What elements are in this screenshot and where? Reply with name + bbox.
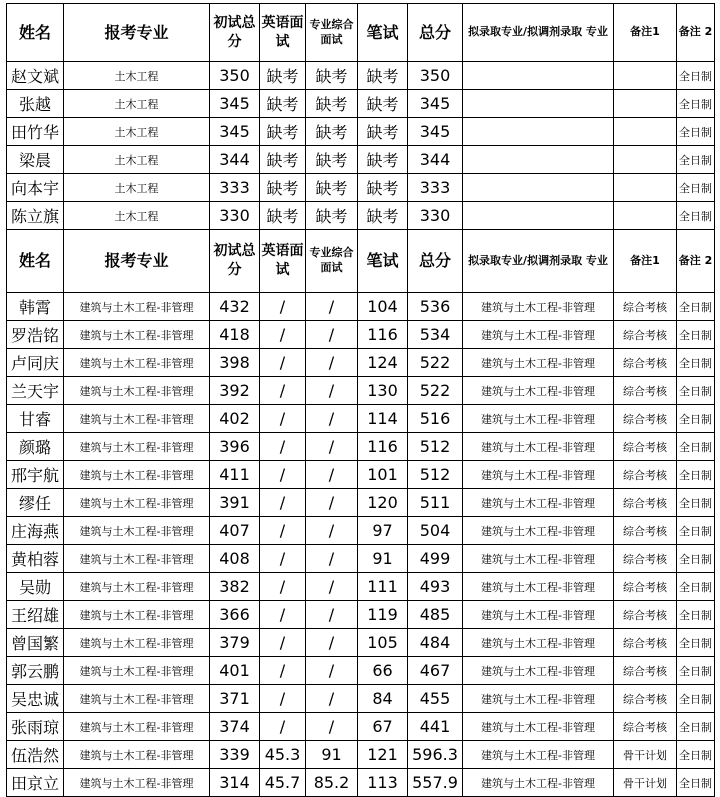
table-row [7, 573, 715, 601]
table-row [7, 90, 715, 118]
table-row [7, 461, 715, 489]
cell-english: 45.3 [260, 741, 306, 769]
cell-english: / [260, 433, 306, 461]
cell-admit [463, 118, 614, 146]
cell-interview: / [306, 545, 358, 573]
cell-interview: 缺考 [306, 90, 358, 118]
cell-note1: 综合考核 [614, 293, 677, 321]
table-row [7, 489, 715, 517]
cell-note2: 全日制 [677, 349, 715, 377]
cell-note1: 综合考核 [614, 489, 677, 517]
cell-prelim: 432 [210, 293, 260, 321]
cell-note1: 综合考核 [614, 349, 677, 377]
cell-written: 缺考 [358, 118, 408, 146]
cell-note2: 全日制 [677, 741, 715, 769]
cell-note1: 骨干计划 [614, 769, 677, 797]
cell-interview: / [306, 573, 358, 601]
cell-total: 522 [408, 349, 463, 377]
cell-prelim: 382 [210, 573, 260, 601]
cell-note1: 综合考核 [614, 657, 677, 685]
cell-note2: 全日制 [677, 62, 715, 90]
cell-interview: 缺考 [306, 202, 358, 230]
cell-admit: 建筑与土木工程-非管理 [463, 433, 614, 461]
header-note2: 备注 2 [677, 230, 715, 293]
cell-total: 504 [408, 517, 463, 545]
cell-english: / [260, 657, 306, 685]
cell-interview: 85.2 [306, 769, 358, 797]
cell-english: / [260, 629, 306, 657]
cell-name: 梁晨 [7, 146, 64, 174]
cell-name: 甘睿 [7, 405, 64, 433]
header-name: 姓名 [7, 230, 64, 293]
header-note1: 备注1 [614, 4, 677, 62]
cell-admit: 建筑与土木工程-非管理 [463, 349, 614, 377]
cell-major: 建筑与土木工程-非管理 [64, 601, 210, 629]
cell-prelim: 345 [210, 90, 260, 118]
cell-note2: 全日制 [677, 321, 715, 349]
cell-prelim: 366 [210, 601, 260, 629]
cell-written: 84 [358, 685, 408, 713]
cell-name: 韩霄 [7, 293, 64, 321]
cell-interview: 缺考 [306, 118, 358, 146]
cell-name: 张越 [7, 90, 64, 118]
cell-written: 67 [358, 713, 408, 741]
cell-note2: 全日制 [677, 629, 715, 657]
header-note1: 备注1 [614, 230, 677, 293]
cell-note1: 综合考核 [614, 433, 677, 461]
cell-admit: 建筑与土木工程-非管理 [463, 741, 614, 769]
table-body [7, 4, 715, 797]
cell-note2: 全日制 [677, 174, 715, 202]
cell-admit: 建筑与土木工程-非管理 [463, 405, 614, 433]
cell-note2: 全日制 [677, 118, 715, 146]
cell-written: 124 [358, 349, 408, 377]
cell-interview: / [306, 601, 358, 629]
cell-prelim: 330 [210, 202, 260, 230]
cell-english: / [260, 405, 306, 433]
header-written: 笔试 [358, 230, 408, 293]
cell-prelim: 408 [210, 545, 260, 573]
header-row [7, 4, 715, 62]
header-total: 总分 [408, 230, 463, 293]
cell-prelim: 391 [210, 489, 260, 517]
cell-major: 建筑与土木工程-非管理 [64, 545, 210, 573]
cell-admit: 建筑与土木工程-非管理 [463, 573, 614, 601]
cell-note2: 全日制 [677, 146, 715, 174]
header-note2: 备注 2 [677, 4, 715, 62]
cell-total: 344 [408, 146, 463, 174]
cell-prelim: 401 [210, 657, 260, 685]
cell-english: / [260, 321, 306, 349]
cell-admit: 建筑与土木工程-非管理 [463, 601, 614, 629]
cell-note2: 全日制 [677, 293, 715, 321]
cell-note1: 综合考核 [614, 377, 677, 405]
table-row [7, 517, 715, 545]
table-row [7, 629, 715, 657]
table-row [7, 293, 715, 321]
cell-note1: 综合考核 [614, 713, 677, 741]
cell-note1 [614, 62, 677, 90]
cell-note2: 全日制 [677, 202, 715, 230]
cell-interview: / [306, 489, 358, 517]
table-row [7, 741, 715, 769]
cell-english: / [260, 517, 306, 545]
cell-admit: 建筑与土木工程-非管理 [463, 657, 614, 685]
cell-written: 104 [358, 293, 408, 321]
cell-major: 土木工程 [64, 90, 210, 118]
cell-admit: 建筑与土木工程-非管理 [463, 377, 614, 405]
cell-written: 缺考 [358, 174, 408, 202]
cell-name: 向本宇 [7, 174, 64, 202]
cell-major: 建筑与土木工程-非管理 [64, 349, 210, 377]
cell-note2: 全日制 [677, 377, 715, 405]
cell-total: 485 [408, 601, 463, 629]
cell-interview: 缺考 [306, 62, 358, 90]
cell-written: 105 [358, 629, 408, 657]
cell-name: 吴勋 [7, 573, 64, 601]
admission-results-table [6, 3, 715, 797]
cell-written: 111 [358, 573, 408, 601]
cell-admit: 建筑与土木工程-非管理 [463, 713, 614, 741]
cell-admit: 建筑与土木工程-非管理 [463, 293, 614, 321]
cell-note2: 全日制 [677, 90, 715, 118]
cell-major: 建筑与土木工程-非管理 [64, 741, 210, 769]
table-row [7, 62, 715, 90]
cell-interview: / [306, 713, 358, 741]
cell-total: 345 [408, 90, 463, 118]
cell-total: 512 [408, 433, 463, 461]
cell-admit [463, 90, 614, 118]
cell-total: 484 [408, 629, 463, 657]
cell-prelim: 392 [210, 377, 260, 405]
cell-prelim: 379 [210, 629, 260, 657]
header-admit-major: 拟录取专业/拟调剂录取 专业 [463, 230, 614, 293]
header-total: 总分 [408, 4, 463, 62]
table-row [7, 118, 715, 146]
cell-note1 [614, 146, 677, 174]
cell-admit [463, 62, 614, 90]
cell-written: 91 [358, 545, 408, 573]
cell-written: 97 [358, 517, 408, 545]
cell-note1: 综合考核 [614, 321, 677, 349]
cell-note1: 综合考核 [614, 573, 677, 601]
cell-prelim: 418 [210, 321, 260, 349]
cell-note1 [614, 174, 677, 202]
cell-interview: / [306, 377, 358, 405]
cell-name: 郭云鹏 [7, 657, 64, 685]
cell-written: 缺考 [358, 146, 408, 174]
cell-note1: 综合考核 [614, 601, 677, 629]
cell-prelim: 344 [210, 146, 260, 174]
cell-major: 建筑与土木工程-非管理 [64, 461, 210, 489]
cell-interview: 91 [306, 741, 358, 769]
cell-note1: 综合考核 [614, 461, 677, 489]
cell-name: 黄柏蓉 [7, 545, 64, 573]
cell-total: 345 [408, 118, 463, 146]
header-major: 报考专业 [64, 230, 210, 293]
cell-english: / [260, 685, 306, 713]
cell-total: 596.3 [408, 741, 463, 769]
header-written: 笔试 [358, 4, 408, 62]
cell-prelim: 398 [210, 349, 260, 377]
cell-major: 土木工程 [64, 202, 210, 230]
cell-prelim: 407 [210, 517, 260, 545]
cell-english: / [260, 601, 306, 629]
cell-major: 建筑与土木工程-非管理 [64, 377, 210, 405]
cell-english: 45.7 [260, 769, 306, 797]
cell-admit [463, 146, 614, 174]
cell-prelim: 350 [210, 62, 260, 90]
cell-written: 116 [358, 321, 408, 349]
cell-major: 建筑与土木工程-非管理 [64, 405, 210, 433]
header-prelim-total: 初试总分 [210, 4, 260, 62]
cell-english: 缺考 [260, 90, 306, 118]
cell-total: 512 [408, 461, 463, 489]
cell-interview: / [306, 349, 358, 377]
header-english-interview: 英语面试 [260, 230, 306, 293]
cell-name: 罗浩铭 [7, 321, 64, 349]
header-admit-major: 拟录取专业/拟调剂录取 专业 [463, 4, 614, 62]
cell-note2: 全日制 [677, 433, 715, 461]
cell-prelim: 411 [210, 461, 260, 489]
cell-name: 田京立 [7, 769, 64, 797]
cell-prelim: 374 [210, 713, 260, 741]
cell-prelim: 371 [210, 685, 260, 713]
cell-name: 缪任 [7, 489, 64, 517]
cell-written: 121 [358, 741, 408, 769]
cell-written: 缺考 [358, 62, 408, 90]
cell-written: 114 [358, 405, 408, 433]
header-major-interview: 专业综合面试 [306, 4, 358, 62]
cell-english: 缺考 [260, 62, 306, 90]
table-row [7, 685, 715, 713]
cell-prelim: 314 [210, 769, 260, 797]
table-row [7, 405, 715, 433]
cell-note1 [614, 90, 677, 118]
cell-name: 伍浩然 [7, 741, 64, 769]
cell-english: / [260, 573, 306, 601]
cell-written: 116 [358, 433, 408, 461]
table-row [7, 146, 715, 174]
cell-written: 缺考 [358, 202, 408, 230]
cell-interview: / [306, 685, 358, 713]
cell-interview: / [306, 517, 358, 545]
cell-note2: 全日制 [677, 769, 715, 797]
cell-name: 兰天宇 [7, 377, 64, 405]
table-row [7, 601, 715, 629]
cell-major: 土木工程 [64, 174, 210, 202]
header-row [7, 230, 715, 293]
cell-total: 522 [408, 377, 463, 405]
cell-note2: 全日制 [677, 573, 715, 601]
cell-prelim: 396 [210, 433, 260, 461]
cell-major: 建筑与土木工程-非管理 [64, 321, 210, 349]
cell-name: 吴忠诚 [7, 685, 64, 713]
cell-english: / [260, 489, 306, 517]
cell-prelim: 333 [210, 174, 260, 202]
cell-written: 缺考 [358, 90, 408, 118]
cell-written: 113 [358, 769, 408, 797]
cell-major: 建筑与土木工程-非管理 [64, 685, 210, 713]
cell-total: 493 [408, 573, 463, 601]
cell-prelim: 402 [210, 405, 260, 433]
table-row [7, 433, 715, 461]
cell-total: 441 [408, 713, 463, 741]
cell-major: 建筑与土木工程-非管理 [64, 713, 210, 741]
cell-name: 张雨琼 [7, 713, 64, 741]
cell-note2: 全日制 [677, 517, 715, 545]
table-row [7, 202, 715, 230]
cell-note1: 综合考核 [614, 685, 677, 713]
cell-english: 缺考 [260, 118, 306, 146]
cell-admit [463, 202, 614, 230]
cell-admit [463, 174, 614, 202]
cell-admit: 建筑与土木工程-非管理 [463, 489, 614, 517]
cell-name: 田竹华 [7, 118, 64, 146]
cell-total: 455 [408, 685, 463, 713]
cell-english: / [260, 461, 306, 489]
cell-note1: 综合考核 [614, 629, 677, 657]
table-row [7, 349, 715, 377]
cell-english: 缺考 [260, 146, 306, 174]
table-row [7, 321, 715, 349]
cell-note1: 综合考核 [614, 405, 677, 433]
cell-admit: 建筑与土木工程-非管理 [463, 461, 614, 489]
cell-admit: 建筑与土木工程-非管理 [463, 545, 614, 573]
cell-prelim: 345 [210, 118, 260, 146]
cell-total: 534 [408, 321, 463, 349]
cell-major: 建筑与土木工程-非管理 [64, 629, 210, 657]
cell-major: 建筑与土木工程-非管理 [64, 517, 210, 545]
cell-note2: 全日制 [677, 545, 715, 573]
table-row [7, 174, 715, 202]
header-name: 姓名 [7, 4, 64, 62]
cell-interview: / [306, 433, 358, 461]
cell-note1 [614, 118, 677, 146]
cell-english: / [260, 545, 306, 573]
cell-note1: 骨干计划 [614, 741, 677, 769]
cell-total: 511 [408, 489, 463, 517]
cell-total: 557.9 [408, 769, 463, 797]
cell-name: 王绍雄 [7, 601, 64, 629]
table-row [7, 769, 715, 797]
cell-interview: 缺考 [306, 174, 358, 202]
cell-english: / [260, 293, 306, 321]
cell-total: 350 [408, 62, 463, 90]
cell-major: 建筑与土木工程-非管理 [64, 573, 210, 601]
cell-major: 土木工程 [64, 62, 210, 90]
cell-admit: 建筑与土木工程-非管理 [463, 321, 614, 349]
table-row [7, 377, 715, 405]
table-row [7, 713, 715, 741]
cell-name: 陈立旗 [7, 202, 64, 230]
cell-name: 邢宇航 [7, 461, 64, 489]
cell-note2: 全日制 [677, 489, 715, 517]
cell-interview: / [306, 629, 358, 657]
cell-interview: / [306, 321, 358, 349]
cell-name: 曾国繁 [7, 629, 64, 657]
header-major-interview: 专业综合面试 [306, 230, 358, 293]
cell-major: 土木工程 [64, 118, 210, 146]
cell-total: 499 [408, 545, 463, 573]
cell-name: 庄海燕 [7, 517, 64, 545]
cell-note2: 全日制 [677, 461, 715, 489]
header-major: 报考专业 [64, 4, 210, 62]
cell-name: 颜璐 [7, 433, 64, 461]
cell-note2: 全日制 [677, 405, 715, 433]
cell-english: / [260, 713, 306, 741]
cell-written: 66 [358, 657, 408, 685]
cell-interview: / [306, 657, 358, 685]
cell-english: / [260, 377, 306, 405]
cell-major: 土木工程 [64, 146, 210, 174]
cell-interview: / [306, 405, 358, 433]
cell-admit: 建筑与土木工程-非管理 [463, 685, 614, 713]
cell-prelim: 339 [210, 741, 260, 769]
cell-note1: 综合考核 [614, 545, 677, 573]
cell-admit: 建筑与土木工程-非管理 [463, 517, 614, 545]
cell-total: 467 [408, 657, 463, 685]
cell-admit: 建筑与土木工程-非管理 [463, 629, 614, 657]
cell-major: 建筑与土木工程-非管理 [64, 433, 210, 461]
cell-note2: 全日制 [677, 657, 715, 685]
cell-written: 119 [358, 601, 408, 629]
results-table-container [6, 3, 715, 797]
table-row [7, 657, 715, 685]
cell-total: 536 [408, 293, 463, 321]
cell-major: 建筑与土木工程-非管理 [64, 293, 210, 321]
cell-note2: 全日制 [677, 713, 715, 741]
cell-note1: 综合考核 [614, 517, 677, 545]
cell-written: 120 [358, 489, 408, 517]
cell-english: 缺考 [260, 202, 306, 230]
cell-total: 333 [408, 174, 463, 202]
cell-english: / [260, 349, 306, 377]
cell-major: 建筑与土木工程-非管理 [64, 657, 210, 685]
cell-total: 516 [408, 405, 463, 433]
cell-note2: 全日制 [677, 685, 715, 713]
table-row [7, 545, 715, 573]
cell-written: 130 [358, 377, 408, 405]
cell-name: 卢同庆 [7, 349, 64, 377]
cell-interview: 缺考 [306, 146, 358, 174]
cell-note2: 全日制 [677, 601, 715, 629]
cell-written: 101 [358, 461, 408, 489]
header-prelim-total: 初试总分 [210, 230, 260, 293]
cell-name: 赵文斌 [7, 62, 64, 90]
cell-major: 建筑与土木工程-非管理 [64, 769, 210, 797]
cell-note1 [614, 202, 677, 230]
header-english-interview: 英语面试 [260, 4, 306, 62]
cell-admit: 建筑与土木工程-非管理 [463, 769, 614, 797]
cell-major: 建筑与土木工程-非管理 [64, 489, 210, 517]
cell-interview: / [306, 293, 358, 321]
cell-interview: / [306, 461, 358, 489]
cell-english: 缺考 [260, 174, 306, 202]
cell-total: 330 [408, 202, 463, 230]
